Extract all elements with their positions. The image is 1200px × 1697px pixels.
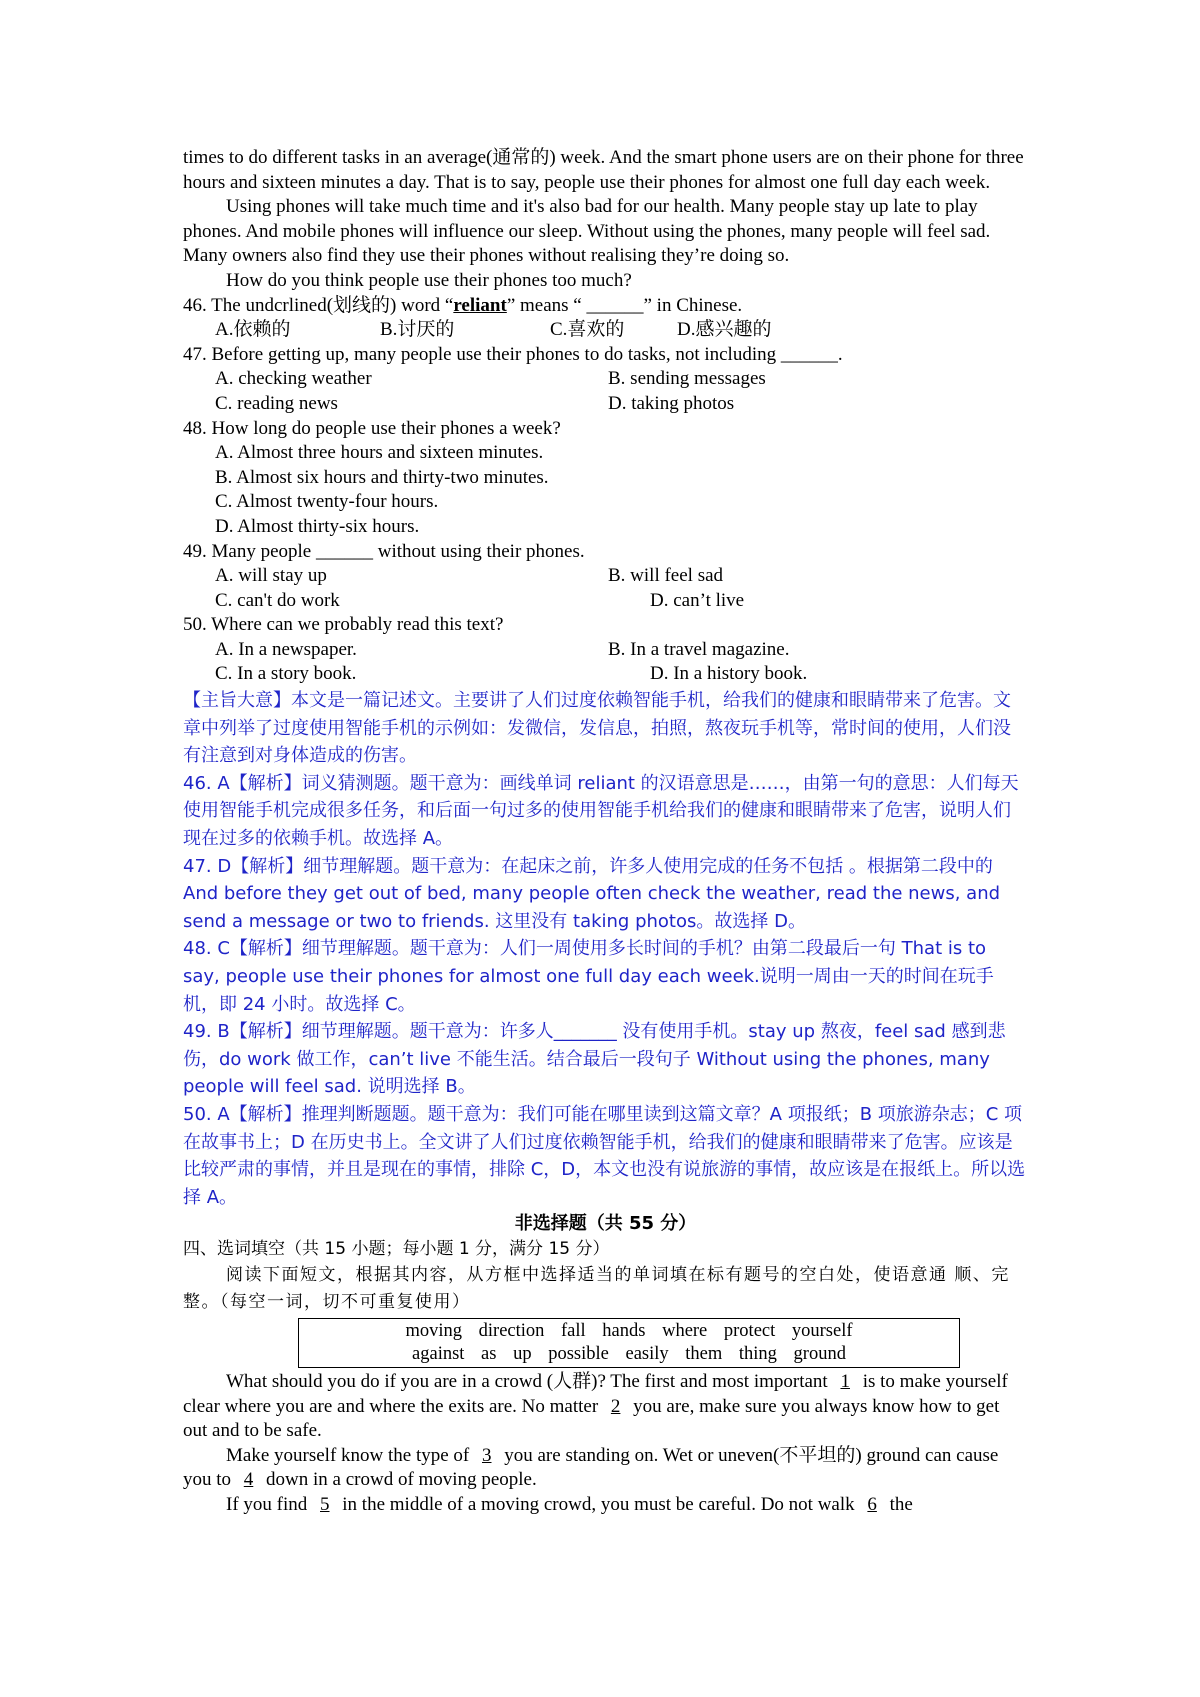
option-b: B. Almost six hours and thirty-two minutes. [215, 466, 549, 488]
word-bank-row-2: against as up possible easily them thing ground [412, 1343, 846, 1364]
cloze-text: Make yourself know the type of [226, 1444, 474, 1466]
question-50: 50. Where can we probably read this text? [183, 614, 504, 636]
cloze-text: you are standing on. Wet or uneven(不平坦的) ground can cause you to [183, 1444, 999, 1491]
cloze-text: What should you do if you are in a crowd (人群)? The first and most important [226, 1370, 833, 1392]
question-48: 48. How long do people use their phones a week? [183, 417, 561, 439]
question-49: 49. Many people ______ without using their phones. [183, 540, 585, 562]
option-a: A. In a newspaper. [215, 638, 357, 660]
blank-3[interactable]: 3 [482, 1444, 492, 1466]
blank-5[interactable]: 5 [320, 1493, 330, 1515]
question-47-options [183, 367, 1028, 416]
option-a: A. Almost three hours and sixteen minutes. [215, 442, 544, 464]
cloze-text: you are, make sure you always know how to get out and to be safe. [183, 1395, 1000, 1442]
option-c: C. Almost twenty-four hours. [215, 491, 439, 513]
blank-1[interactable]: 1 [840, 1370, 850, 1392]
passage-paragraph-2: Using phones will take much time and it's also bad for our health. Many people stay up late to play phones. And mobile phones will influence our sleep. Without using the phones, many people will feel sad. Many owners also find they use their phones without realising they’re doing so. [183, 196, 991, 267]
cloze-paragraph-3 [183, 1493, 1028, 1518]
analysis-49 [183, 1018, 1028, 1101]
option-d: D. Almost thirty-six hours. [215, 515, 420, 537]
option-b: B.讨厌的 [380, 319, 455, 341]
option-c: C. reading news [215, 392, 338, 414]
analysis-47: 47. D【解析】细节理解题。题干意为：在起床之前，许多人使用完成的任务不包括 。根据第二段中的 And before they get out of bed, many people often check the weather, read the news, and send a message or two to friends. 这里没有 taking photos。故选择 D。 [183, 855, 1001, 932]
analysis-49-pre: 49. B【解析】细节理解题。题干意为：许多人 [183, 1021, 554, 1043]
option-b: B. sending messages [608, 368, 766, 390]
cloze-paragraph-1 [183, 1370, 1028, 1444]
option-c: C.喜欢的 [550, 319, 625, 341]
option-b: B. will feel sad [608, 565, 724, 587]
question-46-stem-pre: 46. The undcrlined(划线的) word “ [183, 294, 454, 316]
section-instructions: 阅读下面短文，根据其内容，从方框中选择适当的单词填在标有题号的空白处，使语意通 顺、完整。（每空一词，切不可重复使用） [183, 1264, 1010, 1312]
cloze-text: down in a crowd of moving people. [261, 1469, 537, 1491]
analysis-50: 50. A【解析】推理判断题题。题干意为：我们可能在哪里读到这篇文章？A 项报纸；B 项旅游杂志；C 项在故事书上；D 在历史书上。全文讲了人们过度依赖智能手机，给我们的健康和眼睛带来了危害。应该是比较严肃的事情，并且是现在的事情，排除 C，D，本文也没有说旅游的事情，故应该是在报纸上。所以选择 A。 [183, 1103, 1026, 1208]
cloze-text: is to make yourself clear where you are and where the exits are. No matter [183, 1370, 1008, 1417]
option-d: D. taking photos [608, 392, 735, 414]
underlined-word: reliant [453, 294, 507, 316]
question-47: 47. Before getting up, many people use their phones to do tasks, not including ______. [183, 343, 843, 365]
analysis-49-blank: _______ [553, 1021, 617, 1043]
question-46-options [183, 318, 1028, 343]
cloze-text: If you find [226, 1493, 313, 1515]
word-bank-box [298, 1318, 960, 1368]
blank-6[interactable]: 6 [867, 1493, 877, 1515]
cloze-text: in the middle of a moving crowd, you must be careful. Do not walk [337, 1493, 860, 1515]
analysis-46: 46. A【解析】词义猜测题。题干意为：画线单词 reliant 的汉语意思是……，由第一句的意思：人们每天使用智能手机完成很多任务，和后面一句过多的使用智能手机给我们的健康和眼睛带来了危害，说明人们现在过多的依赖手机。故选择 A。 [183, 772, 1019, 850]
question-50-options [183, 638, 1028, 687]
option-b: B. In a travel magazine. [608, 638, 790, 660]
section-heading: 四、选词填空（共 15 小题；每小题 1 分，满分 15 分） [183, 1239, 610, 1260]
option-c: C. In a story book. [215, 663, 357, 685]
word-bank-row-1: moving direction fall hands where protect yourself [405, 1320, 853, 1341]
analysis-summary: 【主旨大意】本文是一篇记述文。主要讲了人们过度依赖智能手机，给我们的健康和眼睛带来了危害。文章中列举了过度使用智能手机的示例如：发微信，发信息，拍照，熬夜玩手机等，常时间的使用，人们没有注意到对身体造成的伤害。 [183, 690, 1011, 767]
cloze-paragraph-2 [183, 1444, 1028, 1493]
option-a: A. will stay up [215, 565, 327, 587]
blank-4[interactable]: 4 [243, 1469, 254, 1491]
analysis-49-post: 没有使用手机。stay up 熬夜，feel sad 感到悲伤，do work 做工作，can’t live 不能生活。结合最后一段句子 Without using the phones, many people will feel sad. 说明选择 B。 [183, 1021, 1006, 1098]
analysis-48: 48. C【解析】细节理解题。题干意为：人们一周使用多长时间的手机？由第二段最后一句 That is to say, people use their phones for almost one full day each week.说明一周由一天的时间在玩手机，即 24 小时。故选择 C。 [183, 938, 994, 1015]
option-a: A. checking weather [215, 368, 372, 390]
option-a: A.依赖的 [215, 319, 291, 341]
option-d: D. can’t live [650, 589, 745, 611]
option-c: C. can't do work [215, 589, 340, 611]
question-46-stem-post: ” means “ ______” in Chinese. [506, 294, 743, 316]
option-d: D.感兴趣的 [677, 319, 772, 341]
document-page [183, 146, 1028, 1518]
question-49-options [183, 564, 1028, 613]
option-d: D. In a history book. [650, 663, 808, 685]
question-46 [183, 294, 1028, 319]
cloze-text: the [884, 1493, 913, 1515]
section-title: 非选择题（共 55 分） [514, 1213, 697, 1235]
passage-paragraph-3: How do you think people use their phones too much? [226, 269, 632, 291]
blank-2[interactable]: 2 [610, 1395, 621, 1417]
passage-paragraph-1: times to do different tasks in an average(通常的) week. And the smart phone users are on their phone for three hours and sixteen minutes a day. That is to say, people use their phones for almost one full day each week. [183, 147, 1024, 193]
